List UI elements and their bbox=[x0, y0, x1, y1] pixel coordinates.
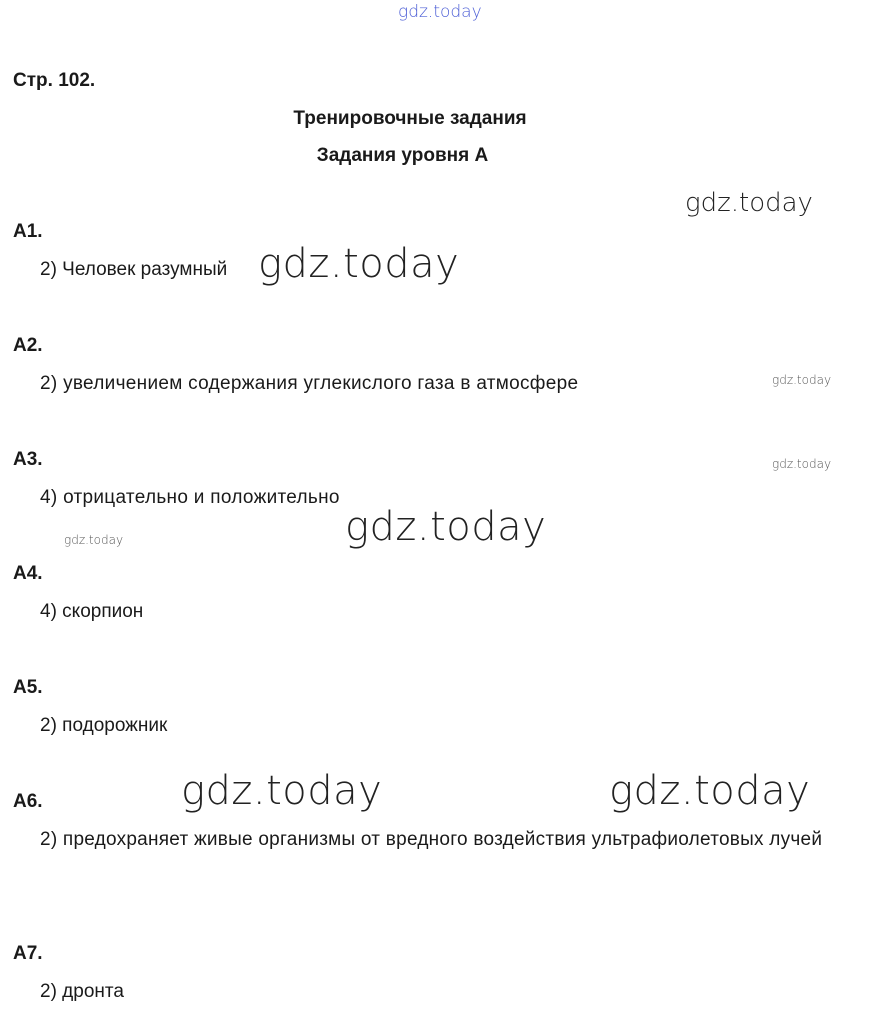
section-heading: Тренировочные задания bbox=[293, 108, 527, 129]
watermark: gdz.today bbox=[345, 504, 547, 550]
answer-a3: 4) отрицательно и положительно bbox=[40, 487, 340, 508]
question-label-a5: А5. bbox=[13, 677, 43, 698]
watermark: gdz.today bbox=[181, 768, 383, 814]
answer-a5: 2) подорожник bbox=[40, 715, 168, 736]
watermark: gdz.today bbox=[772, 373, 832, 387]
watermark: gdz.today bbox=[64, 533, 124, 547]
question-label-a1: А1. bbox=[13, 221, 43, 242]
question-label-a3: А3. bbox=[13, 449, 43, 470]
answer-a2: 2) увеличением содержания углекислого газа в атмосфере bbox=[40, 373, 579, 394]
watermark: gdz.today bbox=[258, 241, 460, 287]
answer-a1: 2) Человек разумный bbox=[40, 259, 228, 280]
section-subheading: Задания уровня А bbox=[316, 145, 489, 166]
question-label-a6: А6. bbox=[13, 791, 43, 812]
watermark-top: gdz.today bbox=[398, 2, 482, 22]
question-label-a2: А2. bbox=[13, 335, 43, 356]
answer-a6: 2) предохраняет живые организмы от вредного воздействия ультрафиолетовых лучей bbox=[40, 829, 823, 850]
question-label-a7: А7. bbox=[13, 943, 43, 964]
answer-a7: 2) дронта bbox=[40, 981, 124, 1002]
watermark: gdz.today bbox=[609, 768, 811, 814]
watermark: gdz.today bbox=[772, 457, 832, 471]
answer-a4: 4) скорпион bbox=[40, 601, 144, 622]
watermark: gdz.today bbox=[685, 188, 813, 218]
page-number-label: Стр. 102. bbox=[13, 70, 96, 91]
question-label-a4: А4. bbox=[13, 563, 43, 584]
